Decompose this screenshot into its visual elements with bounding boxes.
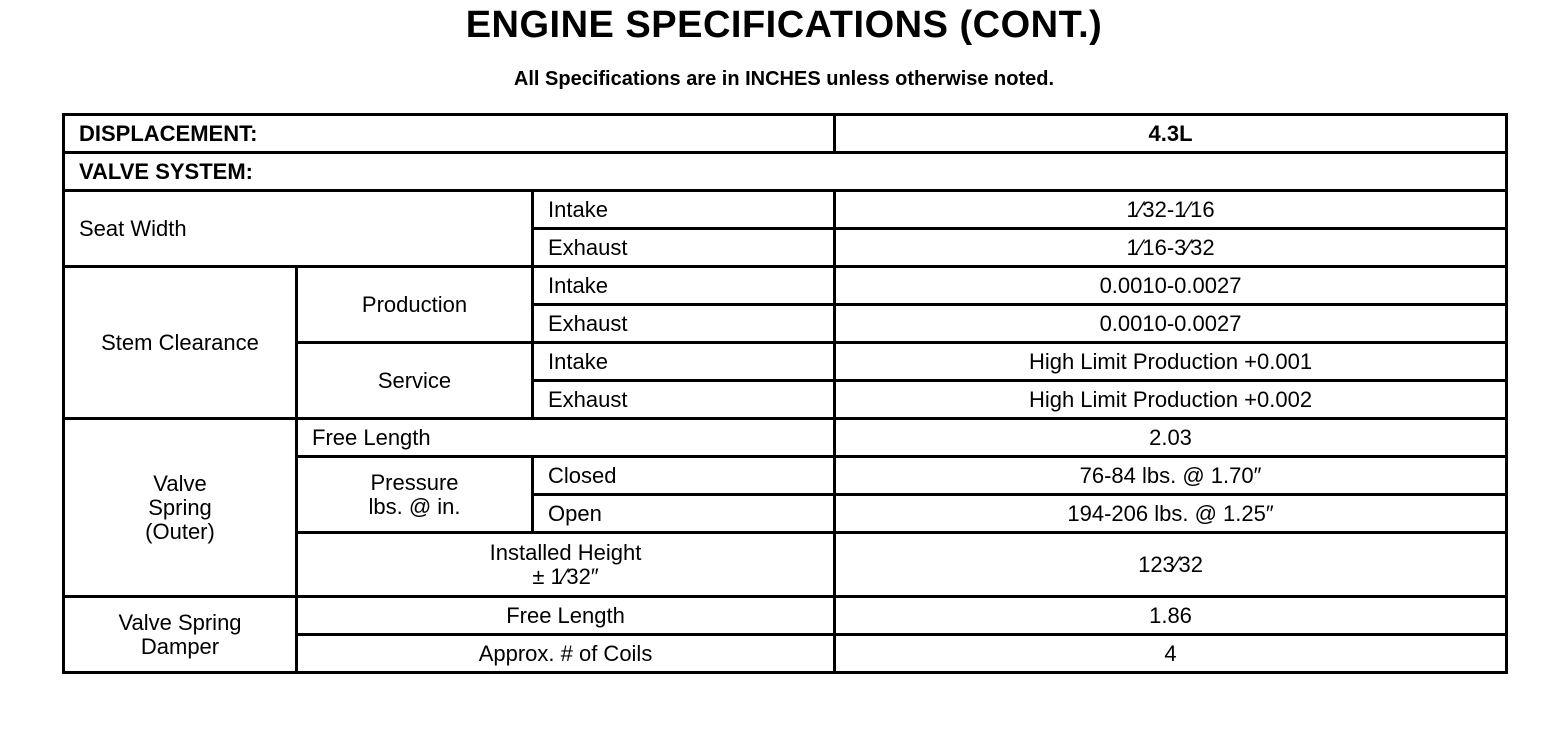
installed-height-value: 123⁄32: [835, 533, 1507, 597]
seat-width-label: Seat Width: [64, 191, 533, 267]
stem-production-exhaust-label: Exhaust: [533, 305, 835, 343]
installed-height-label: [297, 533, 835, 597]
damper-coils-label: Approx. # of Coils: [297, 635, 835, 673]
spring-closed-value: 76-84 lbs. @ 1.70″: [835, 457, 1507, 495]
spring-pressure-label: [297, 457, 533, 533]
displacement-label: DISPLACEMENT:: [64, 115, 835, 153]
stem-service-label: Service: [297, 343, 533, 419]
spring-pressure-label-line1: Pressure: [370, 469, 459, 495]
stem-production-exhaust-value: 0.0010-0.0027: [835, 305, 1507, 343]
table-row-seat-width-intake: [64, 191, 1507, 229]
stem-service-exhaust-label: Exhaust: [533, 381, 835, 419]
stem-production-label: Production: [297, 267, 533, 343]
valve-spring-damper-label-line1: Valve Spring: [118, 609, 242, 635]
damper-free-length-value: 1.86: [835, 597, 1507, 635]
page-subtitle: All Specifications are in INCHES unless otherwise noted.: [513, 68, 1055, 90]
stem-service-exhaust-value: High Limit Production +0.002: [835, 381, 1507, 419]
seat-width-exhaust-label: Exhaust: [533, 229, 835, 267]
page-title: ENGINE SPECIFICATIONS (CONT.): [465, 4, 1103, 46]
spring-pressure-label-line2: lbs. @ in.: [368, 493, 461, 519]
installed-height-label-line1: Installed Height: [489, 539, 642, 565]
spring-open-label: Open: [533, 495, 835, 533]
valve-spring-label-line3: (Outer): [145, 518, 215, 544]
valve-system-label: VALVE SYSTEM:: [64, 153, 1507, 191]
table-row-valve-system: [64, 153, 1507, 191]
seat-width-exhaust-value: 1⁄16-3⁄32: [835, 229, 1507, 267]
stem-production-intake-value: 0.0010-0.0027: [835, 267, 1507, 305]
displacement-value: 4.3L: [835, 115, 1507, 153]
stem-clearance-label: Stem Clearance: [64, 267, 297, 419]
stem-service-intake-value: High Limit Production +0.001: [835, 343, 1507, 381]
valve-spring-label-line2: Spring: [148, 494, 212, 520]
valve-spring-label-line1: Valve: [153, 470, 207, 496]
table-row-displacement: [64, 115, 1507, 153]
table-row-damper-free-length: [64, 597, 1507, 635]
spring-open-value: 194-206 lbs. @ 1.25″: [835, 495, 1507, 533]
seat-width-intake-value: 1⁄32-1⁄16: [835, 191, 1507, 229]
stem-production-intake-label: Intake: [533, 267, 835, 305]
damper-free-length-label: Free Length: [297, 597, 835, 635]
table-row-stem-production-intake: [64, 267, 1507, 305]
valve-spring-damper-label-line2: Damper: [140, 633, 220, 659]
spring-free-length-label: Free Length: [297, 419, 835, 457]
table-row-spring-free-length: [64, 419, 1507, 457]
damper-coils-value: 4: [835, 635, 1507, 673]
spring-free-length-value: 2.03: [835, 419, 1507, 457]
installed-height-label-line2: ± 1⁄32″: [532, 563, 599, 589]
seat-width-intake-label: Intake: [533, 191, 835, 229]
engine-spec-table: [62, 113, 1508, 674]
valve-spring-damper-label: [64, 597, 297, 673]
spring-closed-label: Closed: [533, 457, 835, 495]
valve-spring-label: [64, 419, 297, 597]
stem-service-intake-label: Intake: [533, 343, 835, 381]
